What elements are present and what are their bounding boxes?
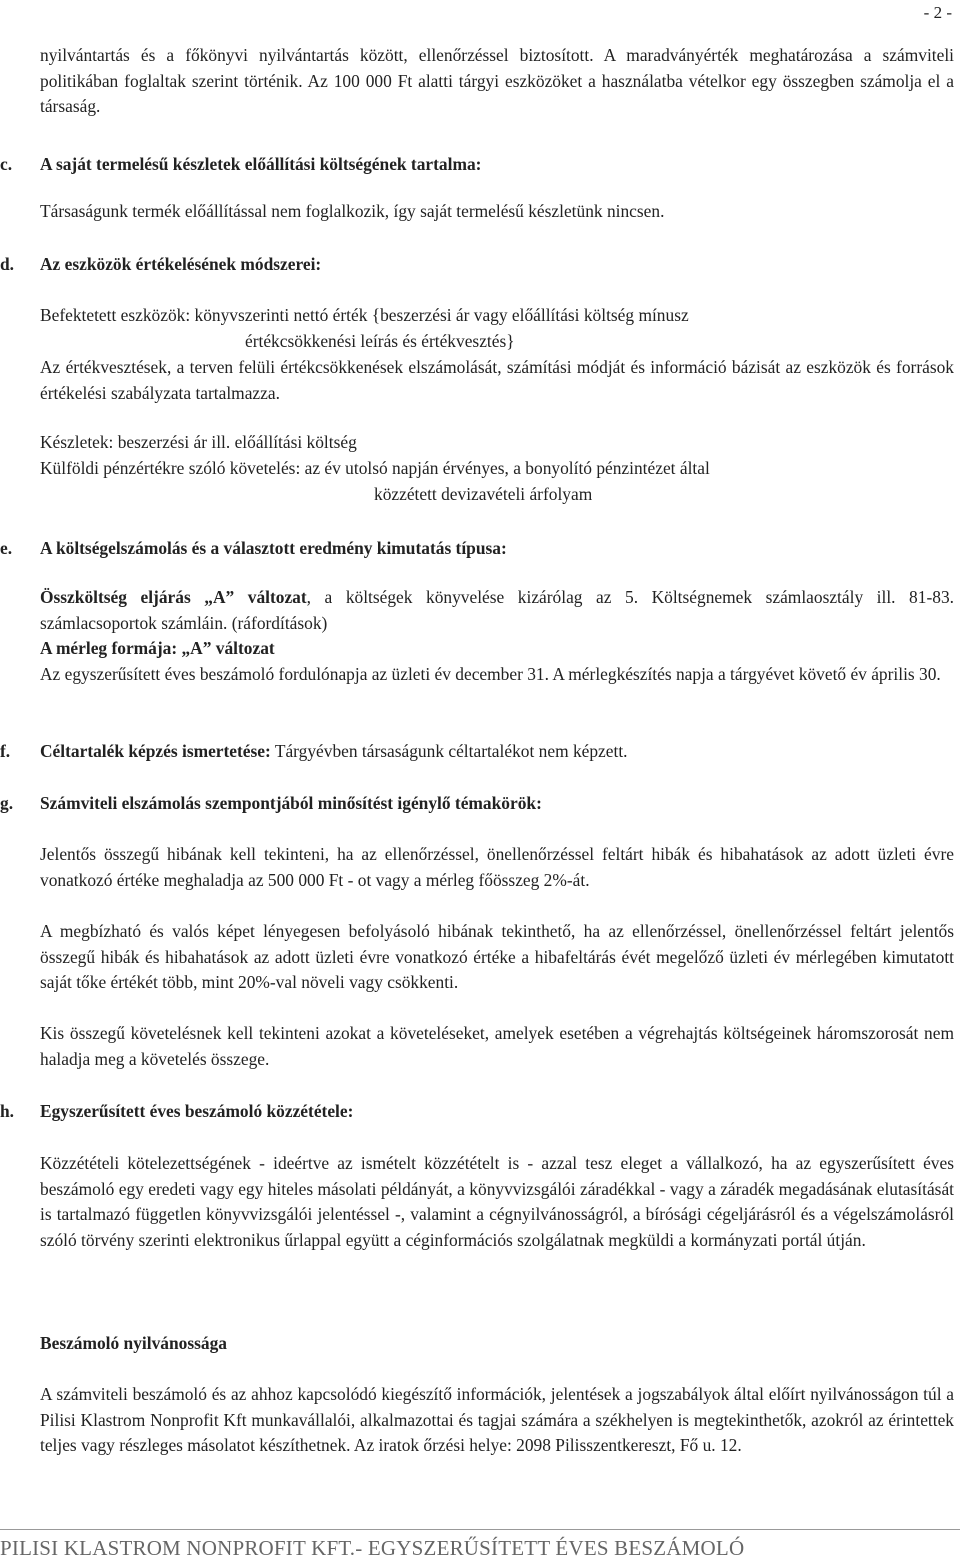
reporting-dates: Az egyszerűsített éves beszámoló fordulónapja az üzleti év december 31. A mérlegkészítés napja a tárgyévet követő év április 30. bbox=[40, 664, 941, 684]
publication-paragraph: Közzétételi kötelezettségének - ideértve az ismételt közzétételt is - azzal tesz eleget a vállalkozó, ha az egyszerűsített éves beszámoló egy eredeti vagy egy hiteles másolati példányát, a könyvvizsgálói záradékkal - vagy a záradék megadásának elutasítását is tartalmazó független könyvvizsgálói jelentéssel -, valamint a cégnyilvánosságról, a bírósági cégeljárásról és a végelszámolásról szóló törvény szerinti elektronikus űrlappal együtt a céginformációs szolgálatnak megküldi a kormányzati portál útján. bbox=[40, 1153, 954, 1250]
section-h-label: h. bbox=[0, 1101, 15, 1121]
section-e-heading bbox=[0, 536, 507, 562]
publicity-paragraph: A számviteli beszámoló és az ahhoz kapcsolódó kiegészítő információk, jelentések a jogszabályok által előírt nyilvánosságon túl a Pilisi Klastrom Nonprofit Kft munkavállalói, alkalmazottai és tagjai számára a székhelyen is megtekinthetők, azokról az érintettek teljes vagy részleges másolatot készíthetnek. Az iratok őrzési helye: 2098 Pilisszentkereszt, Fő u. 12. bbox=[40, 1384, 954, 1455]
section-f-label: f. bbox=[0, 741, 11, 761]
section-e-label: e. bbox=[0, 538, 13, 558]
fx-line1: Külföldi pénzértékre szóló követelés: az év utolsó napján érvényes, a bonyolító pénzintézet által bbox=[40, 458, 710, 478]
section-d-heading bbox=[0, 252, 322, 278]
cost-method-rest: , a költségek könyvelése kizárólag az 5. Költségnemek számlaosztály ill. 81-83. számlacsoportok számláin. (ráfordítások) bbox=[40, 587, 954, 633]
significant-error-paragraph: A megbízható és valós képet lényegesen befolyásoló hibának tekinthető, ha az ellenőrzéssel, önellenőrzéssel feltárt jelentős összegű hibák és hibahatások az adott üzleti évre vonatkozó értéke a hibafeltárás évét megelőző üzleti év mérlegében kimutatott saját tőke értékét több, mint 20%-val növeli vagy csökkenti. bbox=[40, 921, 954, 992]
section-c-body: Társaságunk termék előállítással nem foglalkozik, így saját termelésű készletünk nincsen. bbox=[40, 201, 665, 221]
section-f-body: Tárgyévben társaságunk céltartalékot nem képzett. bbox=[270, 741, 628, 761]
impairment-paragraph: Az értékvesztések, a terven felüli értékcsökkenések elszámolását, számítási módját és információ bázisát az eszközök és források értékelési szabályzata tartalmazza. bbox=[40, 357, 954, 403]
section-h-title: Egyszerűsített éves beszámoló közzététele: bbox=[40, 1101, 354, 1121]
page-number: - 2 - bbox=[923, 3, 952, 22]
fx-line2: közzétett devizavételi árfolyam bbox=[374, 484, 593, 504]
inventory-line: Készletek: beszerzési ár ill. előállítási költség bbox=[40, 432, 357, 452]
page-footer: PILISI KLASTROM NONPROFIT KFT.- EGYSZERŰSÍTETT ÉVES BESZÁMOLÓ bbox=[0, 1536, 745, 1560]
section-h-heading bbox=[0, 1099, 354, 1125]
section-g-title: Számviteli elszámolás szempontjából minősítést igénylő témakörök: bbox=[40, 793, 542, 813]
fixed-assets-line1: Befektetett eszközök: könyvszerinti nettó érték {beszerzési ár vagy előállítási költség mínusz bbox=[40, 305, 689, 325]
section-c-title: A saját termelésű készletek előállítási költségének tartalma: bbox=[40, 154, 482, 174]
section-g-heading bbox=[0, 791, 542, 817]
section-d-label: d. bbox=[0, 254, 15, 274]
fixed-assets-line2: értékcsökkenési leírás és értékvesztés} bbox=[245, 331, 515, 351]
material-error-paragraph: Jelentős összegű hibának kell tekinteni, ha az ellenőrzéssel, önellenőrzéssel feltárt hibák és hibahatások az adott üzleti évre vonatkozó értéke meghaladja az 500 000 Ft - ot vagy a mérleg főösszeg 2%-át. bbox=[40, 844, 954, 890]
section-c-heading bbox=[0, 152, 482, 178]
intro-paragraph: nyilvántartás és a főkönyvi nyilvántartás között, ellenőrzéssel biztosított. A maradványérték meghatározása a számviteli politikában foglaltak szerint történik. Az 100 000 Ft alatti tárgyi eszközöket a használatba vételkor egy összegben számolja el a társaság. bbox=[40, 45, 954, 116]
balance-format: A mérleg formája: „A” változat bbox=[40, 638, 275, 658]
section-d-title: Az eszközök értékelésének módszerei: bbox=[40, 254, 322, 274]
small-receivable-paragraph: Kis összegű követelésnek kell tekinteni azokat a követeléseket, amelyek esetében a végrehajtás költségeinek háromszorosát nem haladja meg a követelés összege. bbox=[40, 1023, 954, 1069]
publicity-heading: Beszámoló nyilvánossága bbox=[40, 1333, 227, 1353]
section-e-title: A költségelszámolás és a választott eredmény kimutatás típusa: bbox=[40, 538, 507, 558]
section-c-label: c. bbox=[0, 154, 13, 174]
cost-method-paragraph bbox=[40, 585, 954, 636]
footer-rule bbox=[0, 1529, 960, 1530]
section-f bbox=[0, 739, 954, 765]
section-f-title: Céltartalék képzés ismertetése: bbox=[40, 741, 271, 761]
section-g-label: g. bbox=[0, 793, 14, 813]
cost-method-bold: Összköltség eljárás „A” változat bbox=[40, 587, 307, 607]
